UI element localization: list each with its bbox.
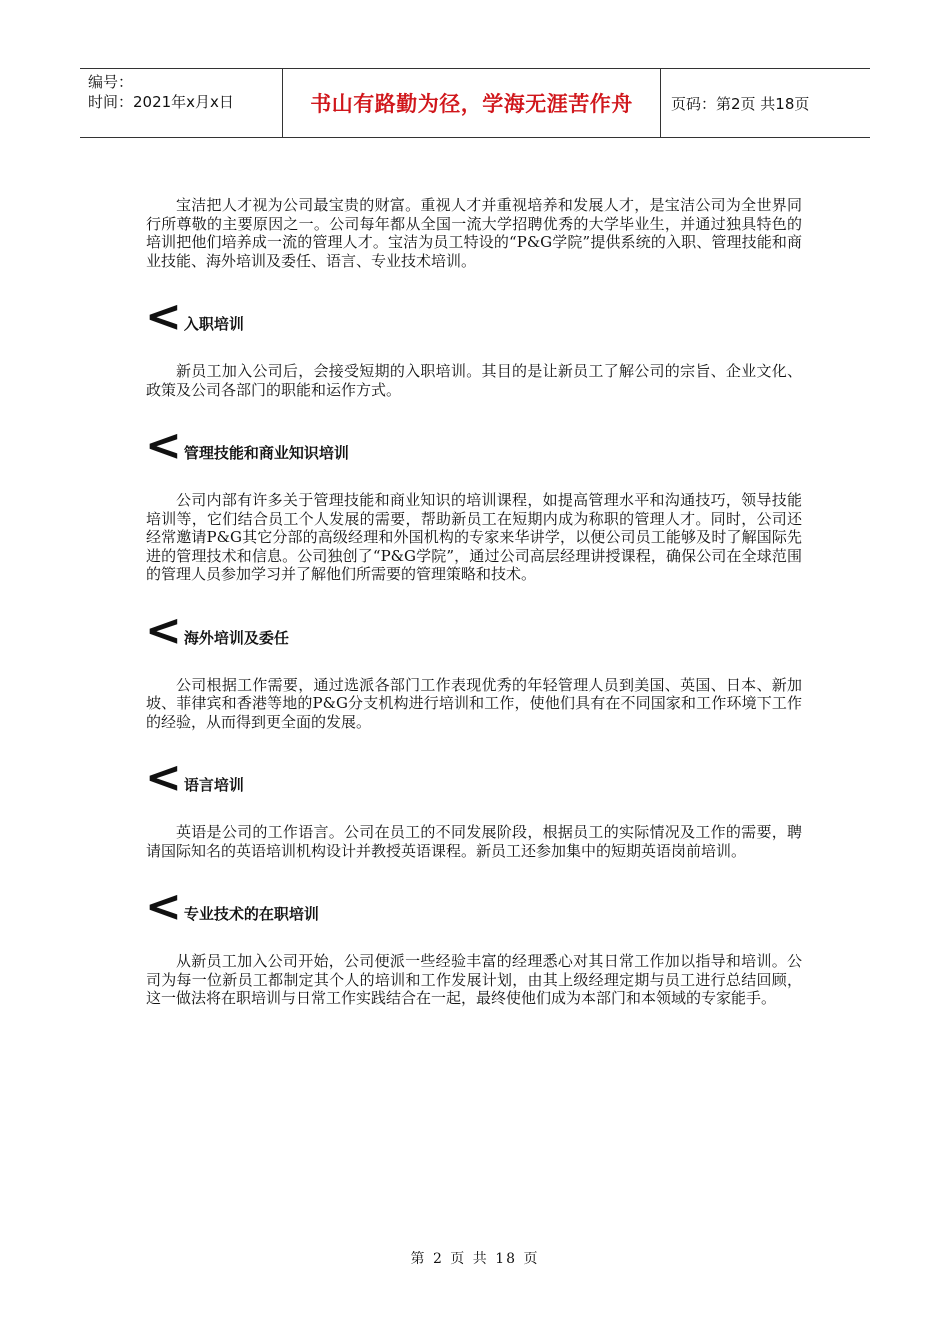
header-page-cell <box>661 69 870 137</box>
date-label: 时间：2021年x月x日 <box>88 93 234 111</box>
section-heading <box>145 420 802 471</box>
page-header <box>80 68 870 138</box>
section-title: 专业技术的在职培训 <box>183 905 319 923</box>
number-label: 编号： <box>88 73 134 91</box>
chevron-left-icon: < <box>145 881 182 932</box>
section-title: 海外培训及委任 <box>183 628 289 647</box>
section-paragraph: 公司内部有许多关于管理技能和商业知识的培训课程，如提高管理水平和沟通技巧，领导技能培训等，它们结合员工个人发展的需要，帮助新员工在短期内成为称职的管理人才。同时，公司还经常邀请P&G其它分部的高级经理和外国机构的专家来华讲学，以便公司员工能够及时了解国际先进的管理技术和信息。公司独创了“P&G学院”，通过公司高层经理讲授课程，确保公司在全球范围的管理人员参加学习并了解他们所需要的管理策略和技术。 <box>146 491 802 583</box>
section-heading <box>145 604 802 656</box>
section-heading <box>145 881 802 932</box>
page-label: 页码：第2页 共18页 <box>671 94 810 113</box>
section-title: 管理技能和商业知识培训 <box>183 444 349 462</box>
chevron-left-icon: < <box>145 291 182 342</box>
document-body <box>146 196 802 1008</box>
motto-text: 书山有路勤为径，学海无涯苦作舟 <box>310 92 633 116</box>
section-title: 语言培训 <box>183 776 244 794</box>
chevron-left-icon: < <box>145 604 182 656</box>
section-heading <box>145 291 802 342</box>
chevron-left-icon: < <box>145 420 182 471</box>
section-title: 入职培训 <box>183 315 244 333</box>
section-paragraph: 从新员工加入公司开始，公司便派一些经验丰富的经理悉心对其日常工作加以指导和培训。公司为每一位新员工都制定其个人的培训和工作发展计划，由其上级经理定期与员工进行总结回顾，这一做法将在职培训与日常工作实践结合在一起，最终使他们成为本部门和本领域的专家能手。 <box>146 952 802 1007</box>
section-paragraph: 公司根据工作需要，通过选派各部门工作表现优秀的年轻管理人员到美国、英国、日本、新加坡、菲律宾和香港等地的P&G分支机构进行培训和工作，使他们具有在不同国家和工作环境下工作的经验，从而得到更全面的发展。 <box>146 675 802 731</box>
header-meta-cell <box>80 69 283 137</box>
intro-paragraph: 宝洁把人才视为公司最宝贵的财富。重视人才并重视培养和发展人才，是宝洁公司为全世界同行所尊敬的主要原因之一。公司每年都从全国一流大学招聘优秀的大学毕业生，并通过独具特色的培训把他们培养成一流的管理人才。宝洁为员工特设的“P&G学院”提供系统的入职、管理技能和商业技能、海外培训及委任、语言、专业技术培训。 <box>146 196 802 270</box>
page-footer: 第 2 页 共 18 页 <box>410 1251 540 1267</box>
header-motto-cell <box>283 69 661 137</box>
section-heading <box>145 752 802 803</box>
chevron-left-icon: < <box>145 752 182 803</box>
section-paragraph: 英语是公司的工作语言。公司在员工的不同发展阶段，根据员工的实际情况及工作的需要，聘请国际知名的英语培训机构设计并教授英语课程。新员工还参加集中的短期英语岗前培训。 <box>146 823 802 860</box>
section-paragraph: 新员工加入公司后，会接受短期的入职培训。其目的是让新员工了解公司的宗旨、企业文化、政策及公司各部门的职能和运作方式。 <box>146 362 802 399</box>
